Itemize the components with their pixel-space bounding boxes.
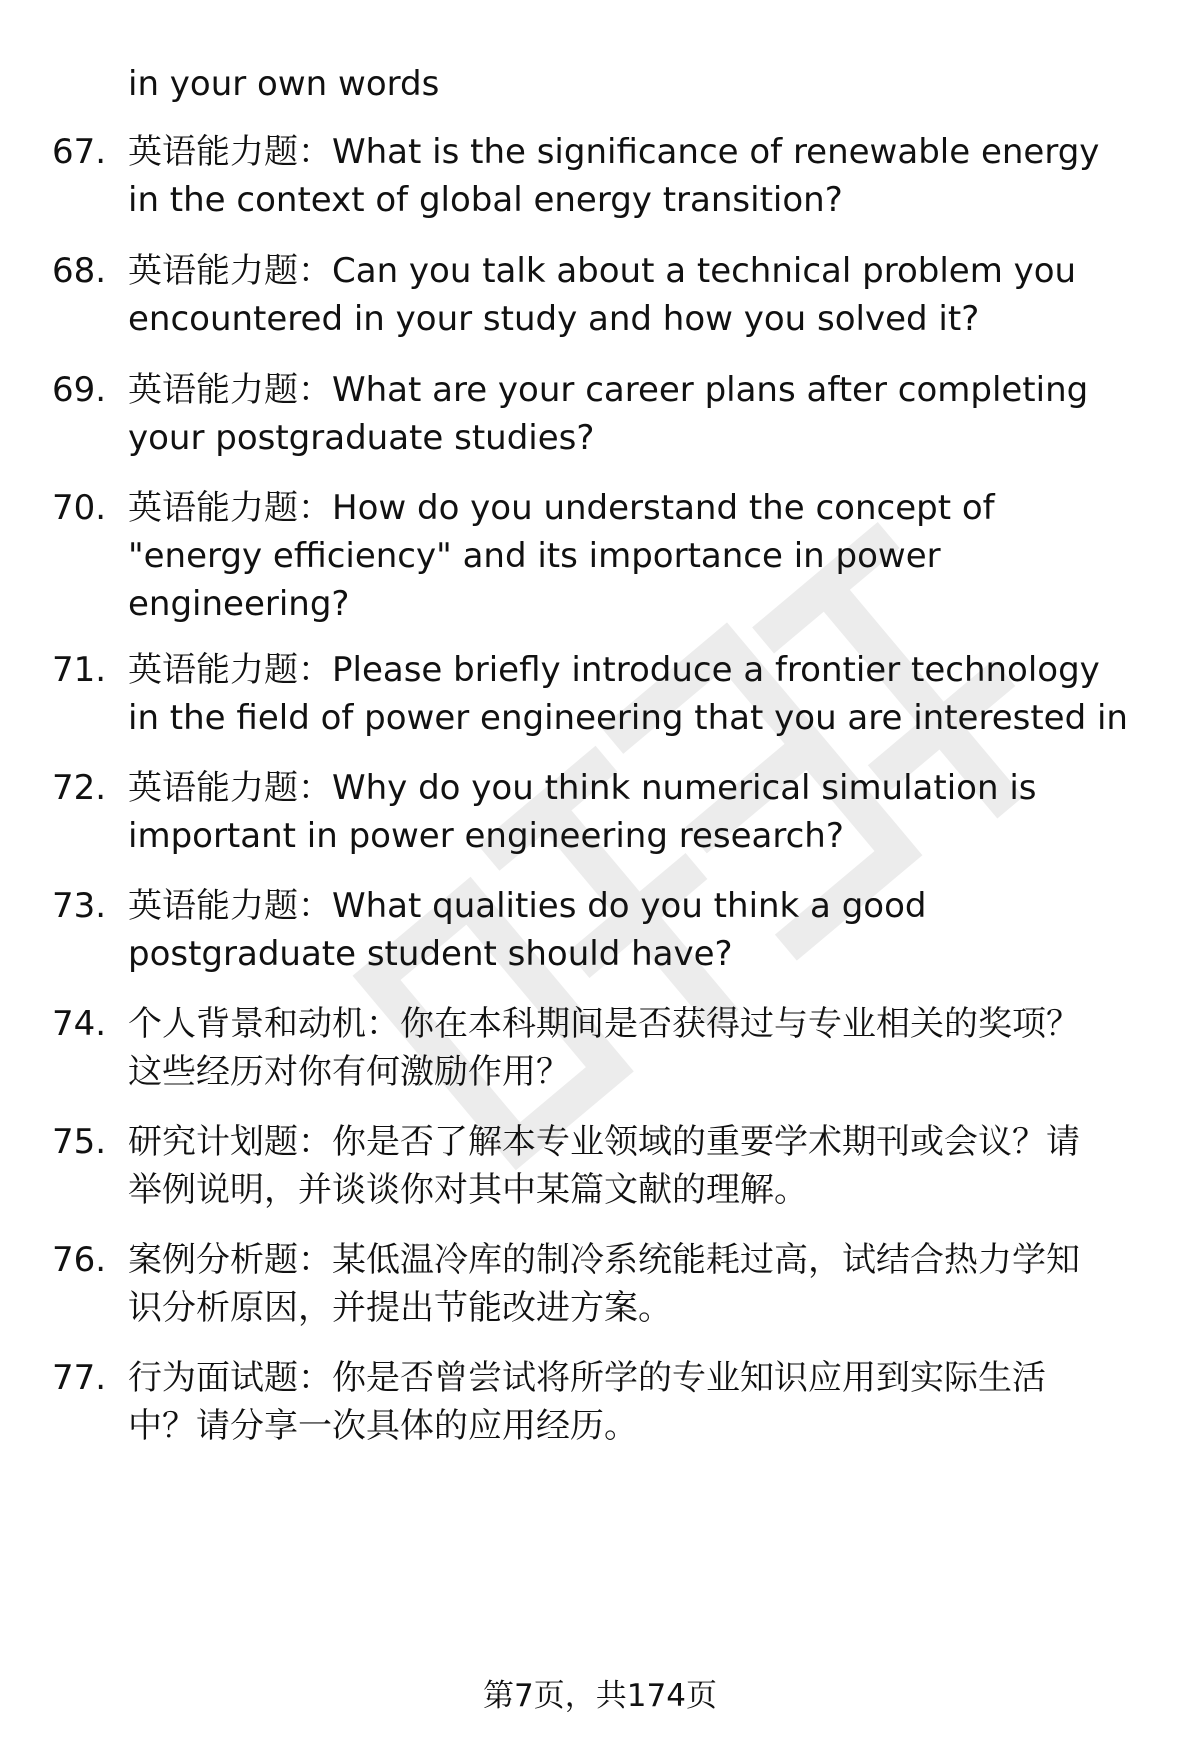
- question-text: 英语能力题：Please briefly introduce a frontier technology in the field of power engineering that you are interested in: [128, 650, 1128, 738]
- page-footer: 第7页，共174页: [483, 1678, 717, 1714]
- question-number: 77.: [52, 1358, 107, 1398]
- question-text: 个人背景和动机：你在本科期间是否获得过与专业相关的奖项？ 这些经历对你有何激励作用？: [128, 1004, 1080, 1092]
- question-number: 72.: [52, 768, 107, 808]
- question-number: 74.: [52, 1004, 107, 1044]
- question-text: 英语能力题：What qualities do you think a good postgraduate student should have?: [128, 886, 927, 974]
- question-text: 英语能力题：Can you talk about a technical problem you encountered in your study and how you solved it?: [128, 251, 1077, 339]
- question-number: 73.: [52, 886, 107, 926]
- question-text: 英语能力题：How do you understand the concept of "energy efficiency" and its importance in power engineering?: [128, 488, 995, 624]
- question-text: 英语能力题：What is the significance of renewable energy in the context of global energy transition?: [128, 132, 1100, 220]
- question-number: 69.: [52, 370, 107, 410]
- question-number: 75.: [52, 1122, 107, 1162]
- question-text: 英语能力题：What are your career plans after completing your postgraduate studies?: [128, 370, 1089, 458]
- question-text: 研究计划题：你是否了解本专业领域的重要学术期刊或会议？请 举例说明，并谈谈你对其中某篇文献的理解。: [128, 1122, 1080, 1210]
- question-text: 案例分析题：某低温冷库的制冷系统能耗过高，试结合热力学知 识分析原因，并提出节能改进方案。: [128, 1240, 1080, 1328]
- continuation-line: in your own words: [128, 64, 440, 104]
- question-number: 67.: [52, 132, 107, 172]
- question-number: 70.: [52, 488, 107, 528]
- question-number: 76.: [52, 1240, 107, 1280]
- question-number: 71.: [52, 650, 107, 690]
- question-text: 英语能力题：Why do you think numerical simulation is important in power engineering research?: [128, 768, 1037, 856]
- question-text: 行为面试题：你是否曾尝试将所学的专业知识应用到实际生活 中？请分享一次具体的应用经历。: [128, 1358, 1046, 1446]
- question-number: 68.: [52, 251, 107, 291]
